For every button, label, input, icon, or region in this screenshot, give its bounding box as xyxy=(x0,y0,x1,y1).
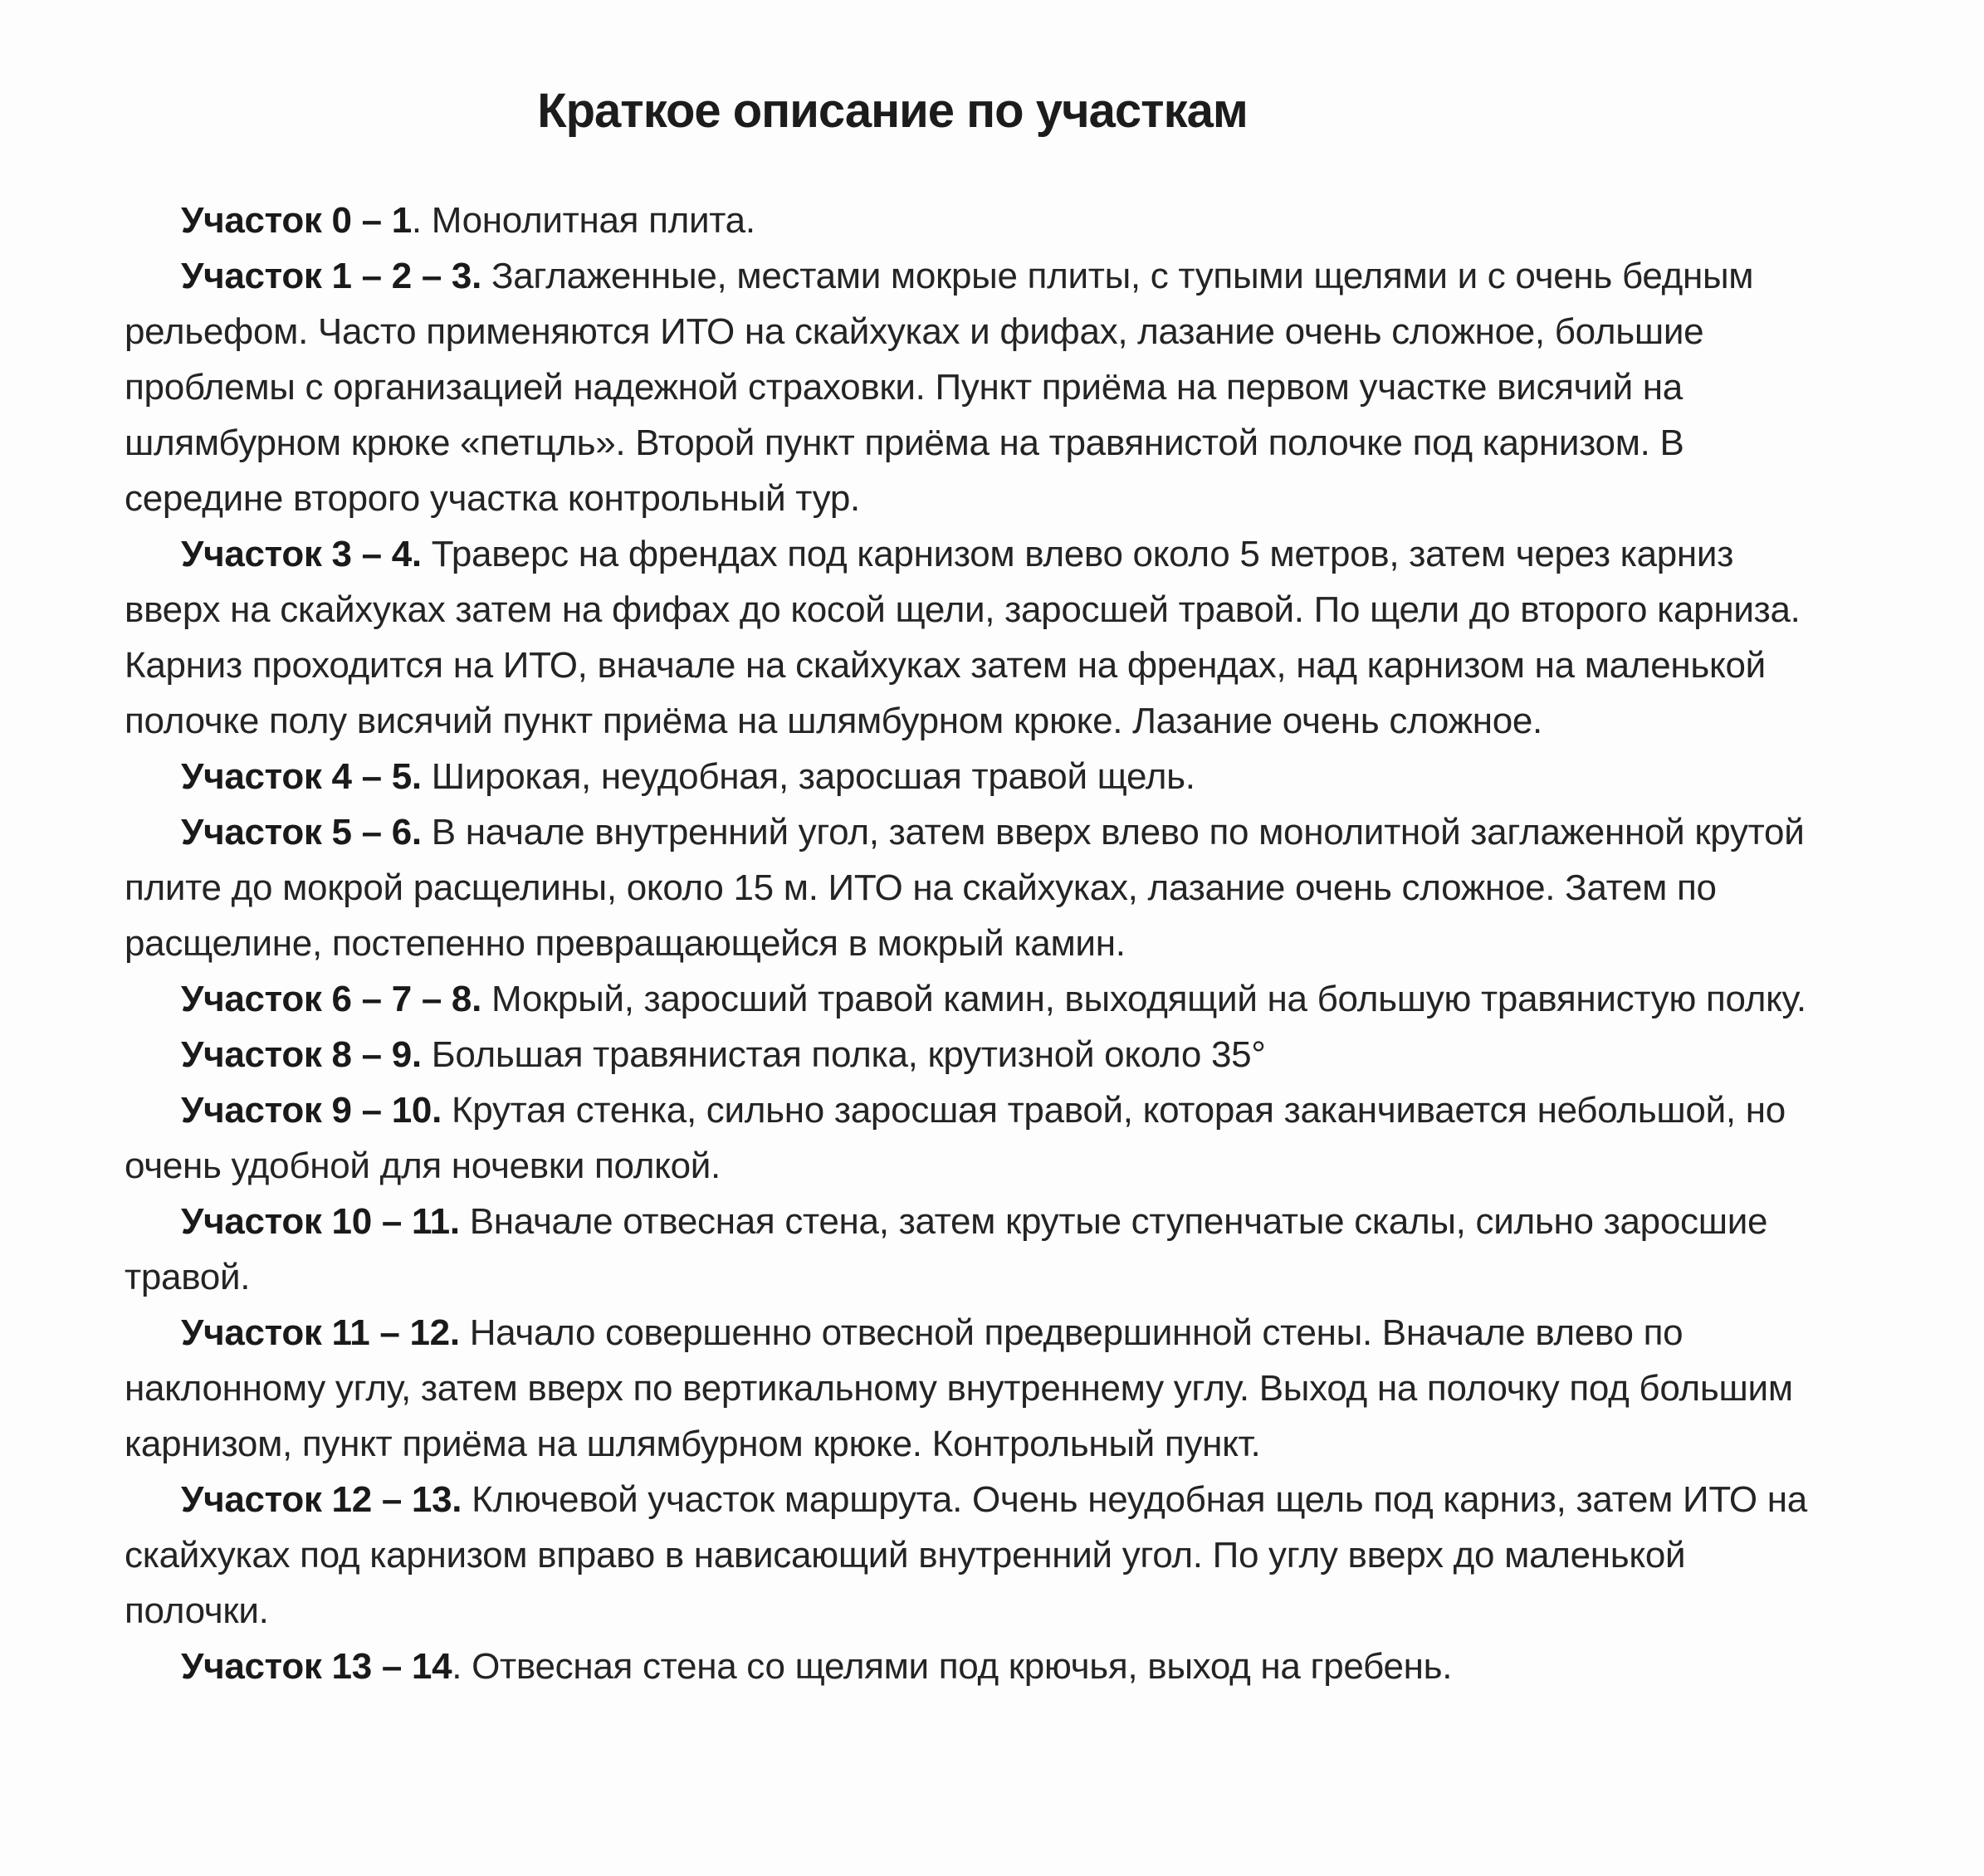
section-label: Участок 1 – 2 – 3. xyxy=(181,256,482,296)
section-text: Большая травянистая полка, крутизной около 35° xyxy=(431,1034,1266,1075)
section-text: Начало совершенно отвесной предвершинной стены. Вначале влево по наклонному углу, затем вверх по вертикальному внутреннему углу. Выход на полочку под большим карнизом, пункт приёма на шлямбурном крюке. Контрольный пункт. xyxy=(125,1312,1793,1464)
section-paragraph xyxy=(125,1472,1835,1639)
section-paragraph xyxy=(125,526,1835,749)
section-separator xyxy=(481,256,491,296)
document-body xyxy=(125,193,1835,1694)
section-paragraph xyxy=(125,804,1835,971)
section-separator xyxy=(422,756,432,797)
section-paragraph xyxy=(125,971,1835,1027)
section-separator xyxy=(460,1201,470,1242)
section-label: Участок 10 – 11. xyxy=(181,1201,460,1242)
section-text: В начале внутренний угол, затем вверх влево по монолитной заглаженной крутой плите до мокрой расщелины, около 15 м. ИТО на скайхуках, лазание очень сложное. Затем по расщелине, постепенно превращающейся в мокрый камин. xyxy=(125,812,1805,964)
section-label: Участок 6 – 7 – 8. xyxy=(181,979,482,1019)
section-label: Участок 12 – 13. xyxy=(181,1479,462,1520)
section-label: Участок 4 – 5. xyxy=(181,756,422,797)
section-label: Участок 5 – 6. xyxy=(181,812,422,853)
section-paragraph xyxy=(125,1194,1835,1305)
section-text: Крутая стенка, сильно заросшая травой, которая заканчивается небольшой, но очень удобной для ночевки полкой. xyxy=(125,1090,1786,1186)
section-separator xyxy=(422,534,432,574)
section-separator xyxy=(481,979,491,1019)
section-text: Мокрый, заросший травой камин, выходящий на большую травянистую полку. xyxy=(491,979,1806,1019)
section-label: Участок 13 – 14 xyxy=(181,1646,452,1687)
section-separator xyxy=(460,1312,470,1353)
section-separator xyxy=(422,1034,432,1075)
section-separator xyxy=(462,1479,472,1520)
document-title: Краткое описание по участкам xyxy=(537,84,1248,138)
section-separator xyxy=(422,812,432,853)
section-paragraph xyxy=(125,248,1835,526)
section-separator: . xyxy=(411,200,432,241)
section-text: Ключевой участок маршрута. Очень неудобная щель под карниз, затем ИТО на скайхуках под карнизом вправо в нависающий внутренний угол. По углу вверх до маленькой полочки. xyxy=(125,1479,1807,1631)
section-text: Вначале отвесная стена, затем крутые ступенчатые скалы, сильно заросшие травой. xyxy=(125,1201,1768,1297)
section-label: Участок 8 – 9. xyxy=(181,1034,422,1075)
section-paragraph xyxy=(125,1027,1835,1082)
section-paragraph xyxy=(125,1305,1835,1472)
section-text: Монолитная плита. xyxy=(431,200,755,241)
section-paragraph xyxy=(125,749,1835,804)
section-separator: . xyxy=(452,1646,472,1687)
section-paragraph xyxy=(125,1082,1835,1194)
section-label: Участок 3 – 4. xyxy=(181,534,422,574)
section-text: Отвесная стена со щелями под крючья, выход на гребень. xyxy=(472,1646,1453,1687)
section-text: Широкая, неудобная, заросшая травой щель. xyxy=(431,756,1195,797)
section-paragraph xyxy=(125,193,1835,248)
section-text: Траверс на френдах под карнизом влево около 5 метров, затем через карниз вверх на скайхуках затем на фифах до косой щели, заросшей травой. По щели до второго карниза. Карниз проходится на ИТО, вначале на скайхуках затем на френдах, над карнизом на маленькой полочке полу висячий пункт приёма на шлямбурном крюке. Лазание очень сложное. xyxy=(125,534,1801,741)
section-separator xyxy=(442,1090,452,1131)
section-label: Участок 9 – 10. xyxy=(181,1090,442,1131)
section-label: Участок 11 – 12. xyxy=(181,1312,460,1353)
section-label: Участок 0 – 1 xyxy=(181,200,412,241)
section-text: Заглаженные, местами мокрые плиты, с тупыми щелями и с очень бедным рельефом. Часто применяются ИТО на скайхуках и фифах, лазание очень сложное, большие проблемы с организацией надежной страховки. Пункт приёма на первом участке висячий на шлямбурном крюке «петцль». Второй пункт приёма на травянистой полочке под карнизом. В середине второго участка контрольный тур. xyxy=(125,256,1754,519)
section-paragraph xyxy=(125,1639,1835,1694)
